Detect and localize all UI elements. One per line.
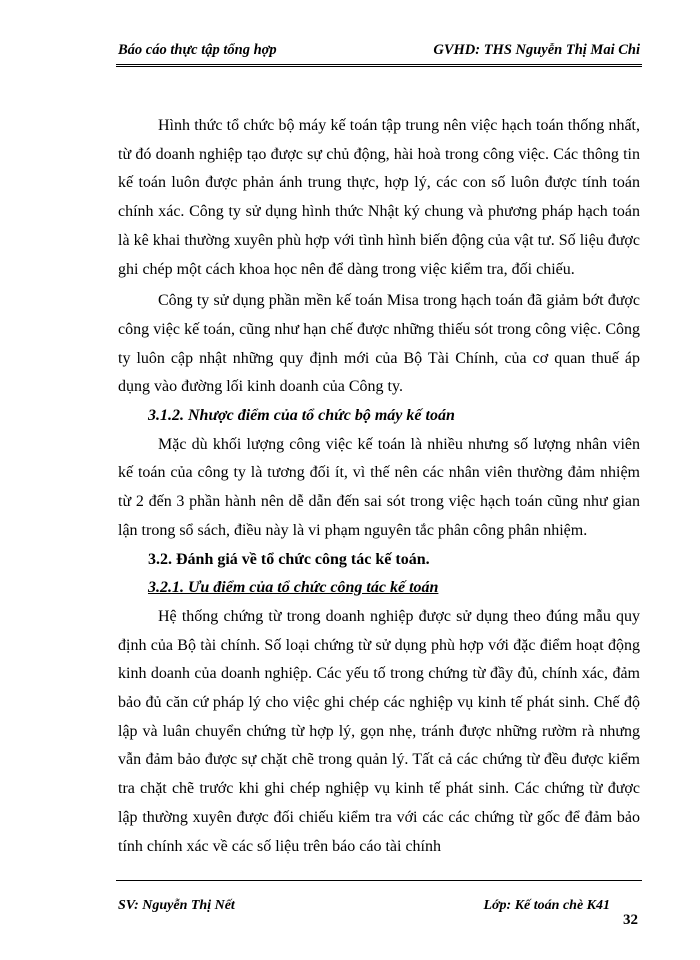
section-heading-3-1-2: 3.1.2. Nhược điểm của tổ chức bộ máy kế toán <box>148 407 455 425</box>
footer-student: SV: Nguyễn Thị Nết <box>118 898 235 913</box>
header-report-title: Báo cáo thực tập tổng hợp <box>118 42 277 58</box>
page-number: 32 <box>623 912 638 928</box>
document-body <box>118 112 640 861</box>
section-heading-3-2-1-text: 3.2.1. Ưu điểm của tổ chức công tác kế toán <box>148 579 439 597</box>
paragraph: Công ty sử dụng phần mền kế toán Misa trong hạch toán đã giảm bớt được công việc kế toán, cũng như hạn chế được những thiếu sót trong công việc. Công ty luôn cập nhật những quy định mới của Bộ Tài Chính, của cơ quan thuế áp dụng vào đường lối kinh doanh của Công ty. <box>118 292 640 396</box>
section-heading-3-2-1 <box>118 574 640 603</box>
section-heading-3-2: 3.2. Đánh giá về tổ chức công tác kế toán. <box>148 550 430 568</box>
paragraph: Mặc dù khối lượng công việc kế toán là nhiều nhưng số lượng nhân viên kế toán của công ty là tương đối ít, vì thế nên các nhân viên thường đảm nhiệm từ 2 đến 3 phần hành nên dễ dẫn đến sai sót trong việc hạch toán cũng như gian lận trong sổ sách, điều này là vi phạm nguyên tắc phân công phân nhiệm. <box>118 435 640 539</box>
footer-class: Lớp: Kế toán chè K41 <box>483 898 610 913</box>
paragraph: Hình thức tổ chức bộ máy kế toán tập trung nên việc hạch toán thống nhất, từ đó doanh nghiệp tạo được sự chủ động, hài hoà trong công việc. Các thông tin kế toán luôn được phản ánh trung thực, hợp lý, các con số luôn được tính toán chính xác. Công ty sử dụng hình thức Nhật ký chung và phương pháp hạch toán là kê khai thường xuyên phù hợp với tình hình biến động của vật tư. Số liệu được ghi chép một cách khoa học nên để dàng trong việc kiểm tra, đối chiếu. <box>118 117 640 278</box>
header-supervisor: GVHD: THS Nguyễn Thị Mai Chi <box>433 42 640 58</box>
paragraph: Hệ thống chứng từ trong doanh nghiệp được sử dụng theo đúng mẫu quy định của Bộ tài chính. Số loại chứng từ sử dụng phù hợp với đặc điểm hoạt động kinh doanh của doanh nghiệp. Các yếu tố trong chứng từ đầy đủ, chính xác, đảm bảo đủ căn cứ pháp lý cho việc ghi chép các nghiệp vụ kinh tế phát sinh. Chế độ lập và luân chuyển chứng từ hợp lý, gọn nhẹ, tránh được những rườm rà nhưng vẫn đảm bảo được sự chặt chẽ trong quản lý. Tất cả các chứng từ đều được kiểm tra chặt chẽ trước khi ghi chép nghiệp vụ kinh tế phát sinh. Các chứng từ được lập thường xuyên được đối chiếu kiểm tra với các các chứng từ gốc để đảm bảo tính chính xác về các số liệu trên báo cáo tài chính <box>118 607 640 855</box>
header-divider <box>116 64 642 67</box>
footer-divider <box>116 880 642 881</box>
